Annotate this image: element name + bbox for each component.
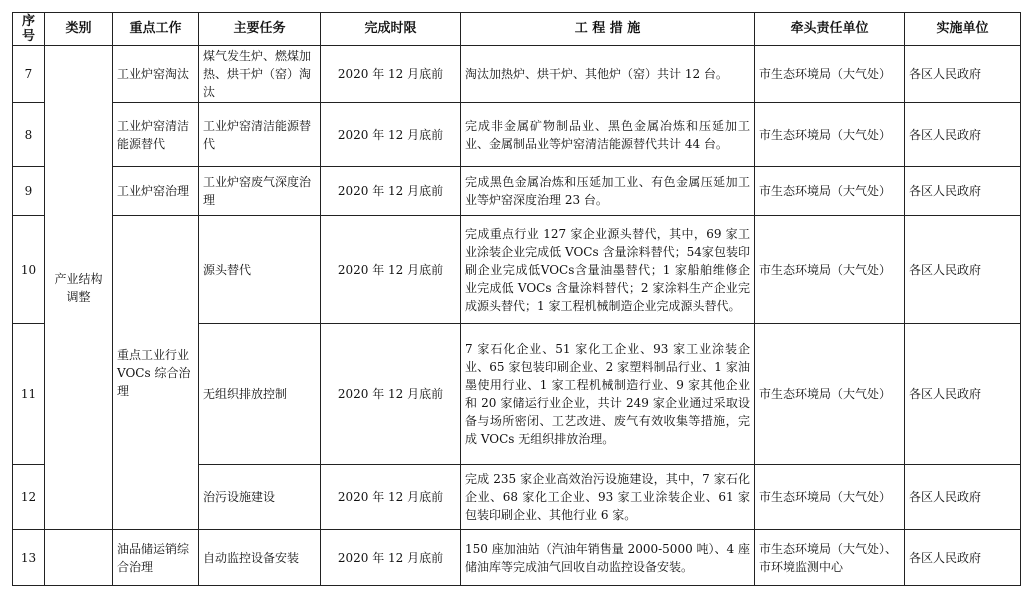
category-cell: 产业结构调整 xyxy=(45,46,113,530)
header-key-work: 重点工作 xyxy=(113,13,199,46)
table-row xyxy=(13,216,1021,324)
work-plan-table xyxy=(12,12,1021,586)
row-lead-unit: 市生态环境局（大气处） xyxy=(755,46,905,103)
header-main-task: 主要任务 xyxy=(199,13,321,46)
row-main-task: 治污设施建设 xyxy=(199,465,321,530)
header-impl-unit: 实施单位 xyxy=(905,13,1021,46)
row-deadline: 2020 年 12 月底前 xyxy=(321,530,461,586)
row-measures: 完成黑色金属冶炼和压延加工业、有色金属压延加工业等炉窑深度治理 23 台。 xyxy=(461,167,755,216)
row-deadline: 2020 年 12 月底前 xyxy=(321,103,461,167)
row-lead-unit: 市生态环境局（大气处）、市环境监测中心 xyxy=(755,530,905,586)
row-key-work: 工业炉窑淘汰 xyxy=(113,46,199,103)
row-key-work: 油品储运销综合治理 xyxy=(113,530,199,586)
row-deadline: 2020 年 12 月底前 xyxy=(321,216,461,324)
row-deadline: 2020 年 12 月底前 xyxy=(321,167,461,216)
row-main-task: 自动监控设备安装 xyxy=(199,530,321,586)
row-key-work: 工业炉窑清洁能源替代 xyxy=(113,103,199,167)
row-main-task: 无组织排放控制 xyxy=(199,324,321,465)
category-cell-blank xyxy=(45,530,113,586)
row-impl-unit: 各区人民政府 xyxy=(905,103,1021,167)
row-seq: 13 xyxy=(13,530,45,586)
row-lead-unit: 市生态环境局（大气处） xyxy=(755,167,905,216)
row-impl-unit: 各区人民政府 xyxy=(905,167,1021,216)
table-row xyxy=(13,167,1021,216)
row-main-task: 源头替代 xyxy=(199,216,321,324)
table-row xyxy=(13,46,1021,103)
row-seq: 11 xyxy=(13,324,45,465)
row-measures: 淘汰加热炉、烘干炉、其他炉（窑）共计 12 台。 xyxy=(461,46,755,103)
row-measures: 完成 235 家企业高效治污设施建设，其中，7 家石化企业、68 家化工企业、93 家工业涂装企业、61 家包装印刷企业、其他行业 6 家。 xyxy=(461,465,755,530)
row-seq: 8 xyxy=(13,103,45,167)
header-deadline: 完成时限 xyxy=(321,13,461,46)
row-measures: 150 座加油站（汽油年销售量 2000-5000 吨）、4 座储油库等完成油气回收自动监控设备安装。 xyxy=(461,530,755,586)
row-measures: 7 家石化企业、51 家化工企业、93 家工业涂装企业、65 家包装印刷企业、2 家塑料制品行业、1 家油墨使用行业、1 家工程机械制造行业、9 家其他企业和 20 家储运行业企业，共计 249 家企业通过采取设备与场所密闭、工艺改进、废气有效收集等措施，完成 VOCs 无组织排放治理。 xyxy=(461,324,755,465)
row-deadline: 2020 年 12 月底前 xyxy=(321,465,461,530)
row-seq: 9 xyxy=(13,167,45,216)
header-lead-unit: 牵头责任单位 xyxy=(755,13,905,46)
table-row xyxy=(13,530,1021,586)
row-impl-unit: 各区人民政府 xyxy=(905,46,1021,103)
row-measures: 完成非金属矿物制品业、黑色金属冶炼和压延加工业、金属制品业等炉窑清洁能源替代共计 44 台。 xyxy=(461,103,755,167)
row-impl-unit: 各区人民政府 xyxy=(905,324,1021,465)
header-row xyxy=(13,13,1021,46)
row-main-task: 工业炉窑废气深度治理 xyxy=(199,167,321,216)
row-deadline: 2020 年 12 月底前 xyxy=(321,324,461,465)
header-category: 类别 xyxy=(45,13,113,46)
row-seq: 7 xyxy=(13,46,45,103)
row-main-task: 工业炉窑清洁能源替代 xyxy=(199,103,321,167)
table-row xyxy=(13,103,1021,167)
row-key-work: 工业炉窑治理 xyxy=(113,167,199,216)
row-deadline: 2020 年 12 月底前 xyxy=(321,46,461,103)
row-impl-unit: 各区人民政府 xyxy=(905,465,1021,530)
row-lead-unit: 市生态环境局（大气处） xyxy=(755,103,905,167)
row-lead-unit: 市生态环境局（大气处） xyxy=(755,324,905,465)
row-seq: 12 xyxy=(13,465,45,530)
row-impl-unit: 各区人民政府 xyxy=(905,216,1021,324)
header-measures: 工 程 措 施 xyxy=(461,13,755,46)
row-measures: 完成重点行业 127 家企业源头替代，其中，69 家工业涂装企业完成低 VOCs 含量涂料替代；54家包装印刷企业完成低VOCs含量油墨替代；1 家船舶维修企业完成低 VOCs 含量涂料替代；2 家涂料生产企业完成源头替代；1 家工程机械制造企业完成源头替代。 xyxy=(461,216,755,324)
row-lead-unit: 市生态环境局（大气处） xyxy=(755,216,905,324)
vocs-key-work-cell: 重点工业行业 VOCs 综合治理 xyxy=(113,216,199,530)
row-impl-unit: 各区人民政府 xyxy=(905,530,1021,586)
row-lead-unit: 市生态环境局（大气处） xyxy=(755,465,905,530)
row-seq: 10 xyxy=(13,216,45,324)
header-seq: 序号 xyxy=(13,13,45,46)
row-main-task: 煤气发生炉、燃煤加热、烘干炉（窑）淘汰 xyxy=(199,46,321,103)
